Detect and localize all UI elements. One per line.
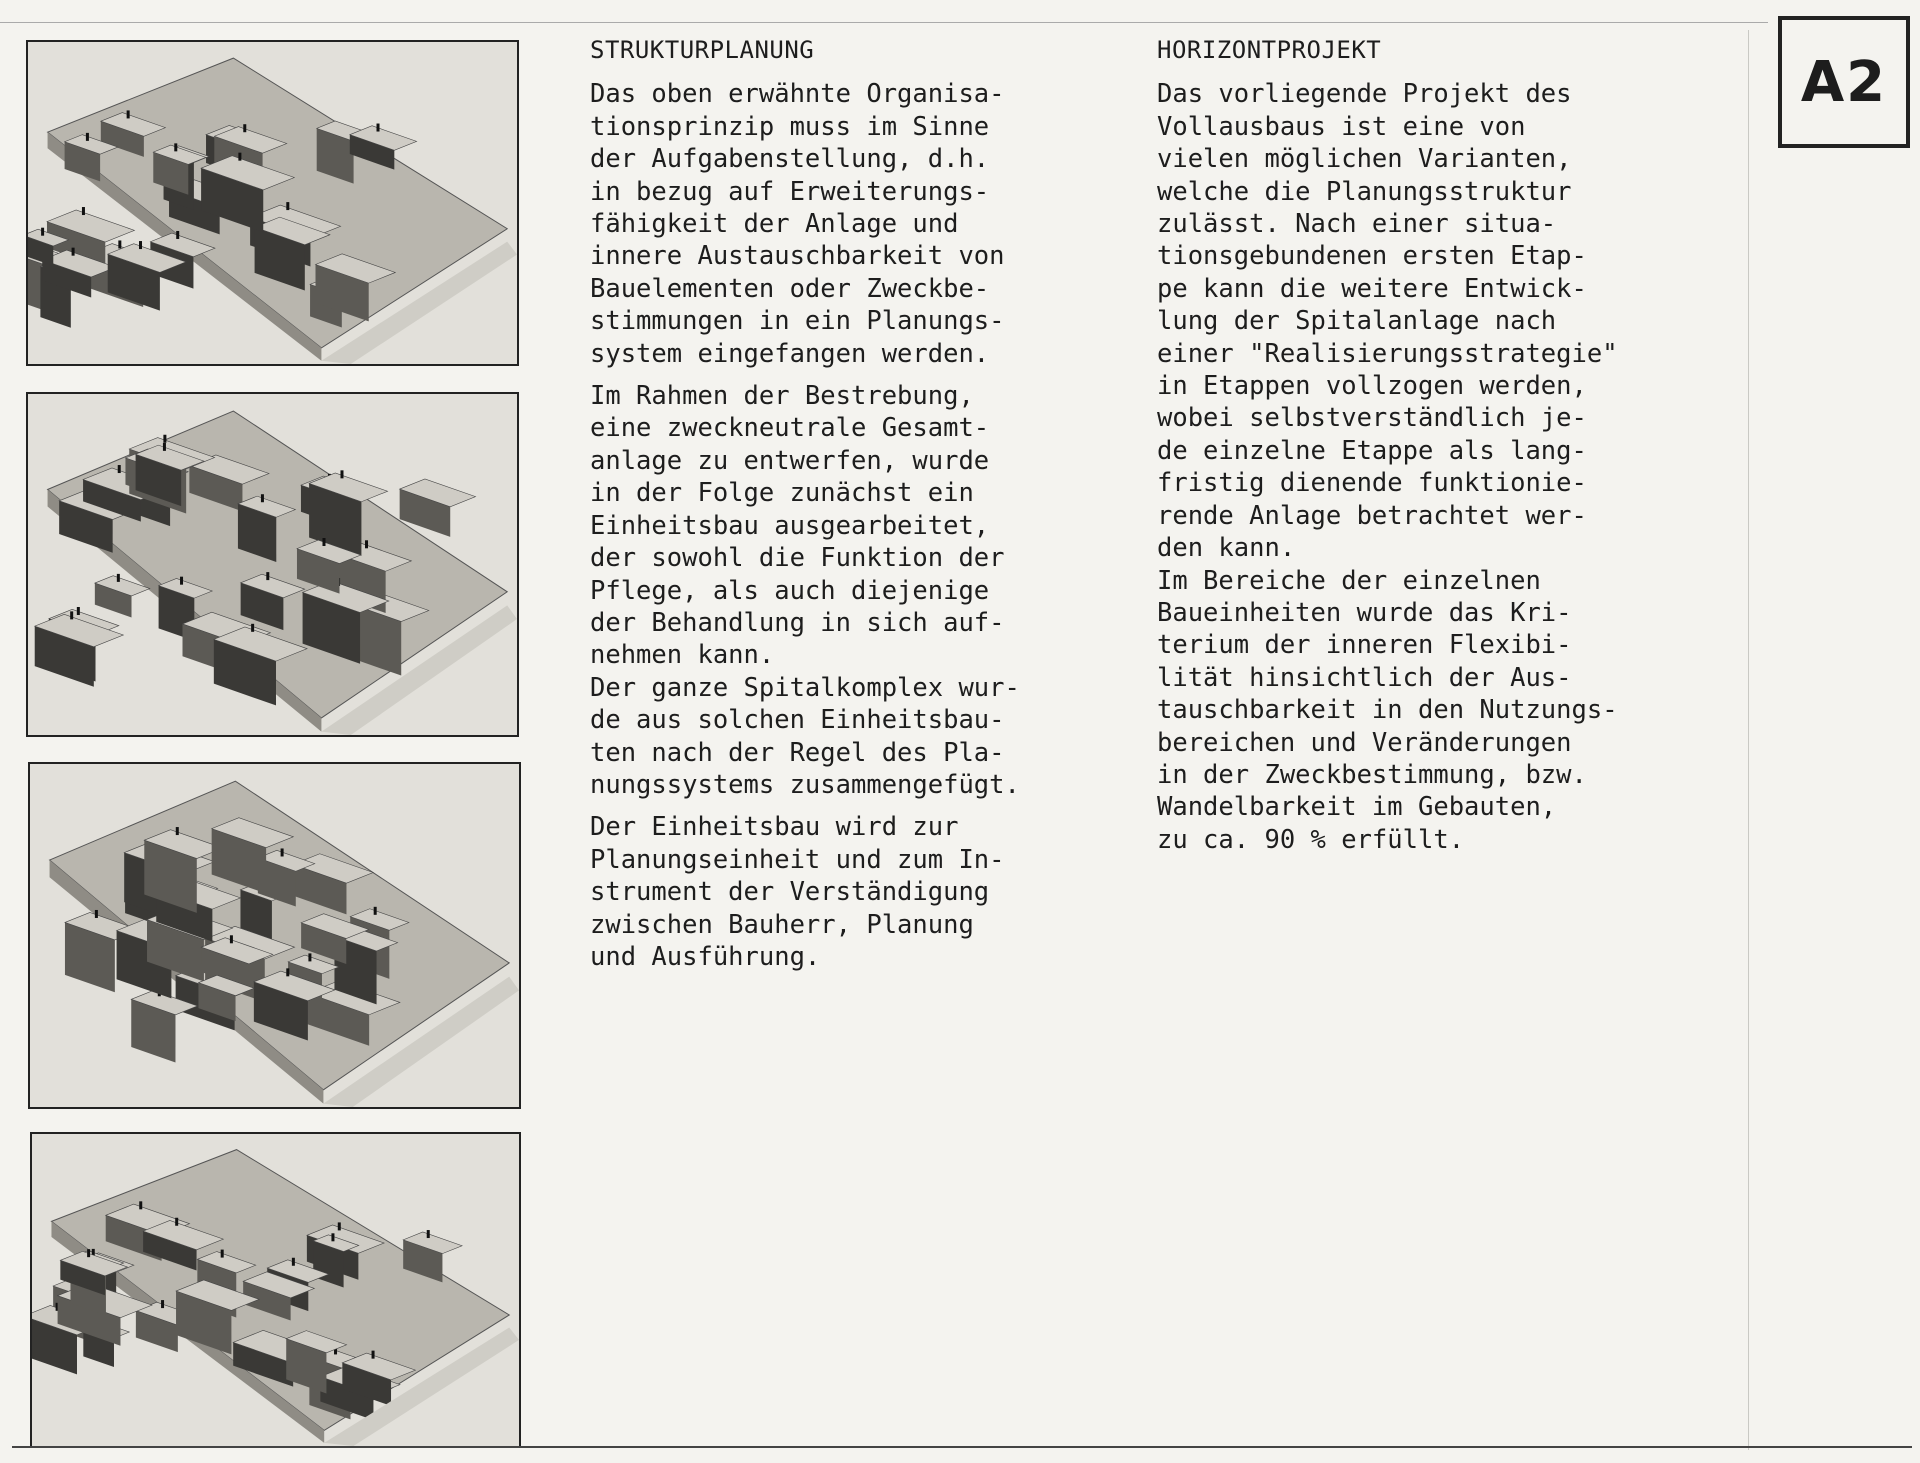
text-line: Im Bereiche der einzelnen — [1157, 565, 1541, 596]
text-line: tionsgebundenen ersten Etap- — [1157, 241, 1587, 272]
text-line: Der ganze Spitalkomplex wur- — [590, 672, 1020, 703]
text-line: Der Einheitsbau wird zur — [590, 812, 959, 843]
text-line: Das oben erwähnte Organisa- — [590, 79, 1005, 110]
text-line: den kann. — [1157, 533, 1296, 564]
text-line: strument der Verständigung — [590, 877, 990, 908]
text-line: Pflege, als auch diejenige — [590, 575, 990, 606]
text-line: einer "Realisierungsstrategie" — [1157, 338, 1618, 369]
column-horizontprojekt — [1157, 34, 1717, 856]
text-line: innere Austauschbarkeit von — [590, 241, 1005, 272]
text-line: und Ausführung. — [590, 941, 821, 972]
text-line: welche die Planungsstruktur — [1157, 176, 1572, 207]
text-line: zu ca. 90 % erfüllt. — [1157, 824, 1465, 855]
column-divider — [1748, 30, 1749, 1450]
text-line: tauschbarkeit in den Nutzungs- — [1157, 695, 1618, 726]
text-line: in Etappen vollzogen werden, — [1157, 371, 1587, 402]
text-line: fristig dienende funktionie- — [1157, 468, 1587, 499]
bottom-rule — [12, 1446, 1912, 1448]
paragraph — [1157, 78, 1717, 564]
heading-strukturplanung: STRUKTURPLANUNG — [590, 36, 815, 64]
paragraph — [590, 380, 1130, 672]
text-line: in der Zweckbestimmung, bzw. — [1157, 759, 1587, 790]
text-line: de aus solchen Einheitsbau- — [590, 705, 1005, 736]
text-line: vielen möglichen Varianten, — [1157, 144, 1572, 175]
text-line: pe kann die weitere Entwick- — [1157, 273, 1587, 304]
text-line: lität hinsichtlich der Aus- — [1157, 662, 1572, 693]
text-line: rende Anlage betrachtet wer- — [1157, 500, 1587, 531]
text-line: ten nach der Regel des Pla- — [590, 737, 1005, 768]
text-line: de einzelne Etappe als lang- — [1157, 435, 1587, 466]
text-line: Planungseinheit und zum In- — [590, 844, 1005, 875]
paragraph — [590, 78, 1130, 370]
text-line: tionsprinzip muss im Sinne — [590, 111, 990, 142]
text-line: eine zweckneutrale Gesamt- — [590, 413, 990, 444]
heading-horizontprojekt: HORIZONTPROJEKT — [1157, 36, 1382, 64]
paragraph — [590, 811, 1130, 973]
model-photo-4 — [30, 1132, 521, 1448]
page-badge: A2 — [1778, 16, 1910, 148]
text-line: Das vorliegende Projekt des — [1157, 79, 1572, 110]
model-photo-2 — [26, 392, 519, 737]
text-line: Wandelbarkeit im Gebauten, — [1157, 792, 1557, 823]
text-line: nehmen kann. — [590, 640, 775, 671]
text-line: lung der Spitalanlage nach — [1157, 306, 1557, 337]
text-line: zulässt. Nach einer situa- — [1157, 209, 1557, 240]
text-line: bereichen und Veränderungen — [1157, 727, 1572, 758]
text-line: der Behandlung in sich auf- — [590, 607, 1005, 638]
text-line: fähigkeit der Anlage und — [590, 209, 959, 240]
text-line: terium der inneren Flexibi- — [1157, 630, 1572, 661]
text-line: Im Rahmen der Bestrebung, — [590, 381, 974, 412]
model-photo-1 — [26, 40, 519, 366]
column-strukturplanung — [590, 34, 1130, 973]
text-line: nungssystems zusammengefügt. — [590, 769, 1020, 800]
model-photo-3 — [28, 762, 521, 1109]
text-line: Bauelementen oder Zweckbe- — [590, 273, 990, 304]
top-rule — [0, 22, 1768, 23]
text-line: der sowohl die Funktion der — [590, 543, 1005, 574]
text-line: zwischen Bauherr, Planung — [590, 909, 974, 940]
paragraph — [1157, 565, 1717, 857]
text-line: stimmungen in ein Planungs- — [590, 306, 1005, 337]
text-line: system eingefangen werden. — [590, 338, 990, 369]
text-line: Einheitsbau ausgearbeitet, — [590, 510, 990, 541]
text-line: Baueinheiten wurde das Kri- — [1157, 597, 1572, 628]
text-line: der Aufgabenstellung, d.h. — [590, 144, 990, 175]
text-line: in der Folge zunächst ein — [590, 478, 974, 509]
text-line: wobei selbstverständlich je- — [1157, 403, 1587, 434]
paragraph — [590, 672, 1130, 802]
text-line: anlage zu entwerfen, wurde — [590, 445, 990, 476]
text-line: Vollausbaus ist eine von — [1157, 111, 1526, 142]
text-line: in bezug auf Erweiterungs- — [590, 176, 990, 207]
